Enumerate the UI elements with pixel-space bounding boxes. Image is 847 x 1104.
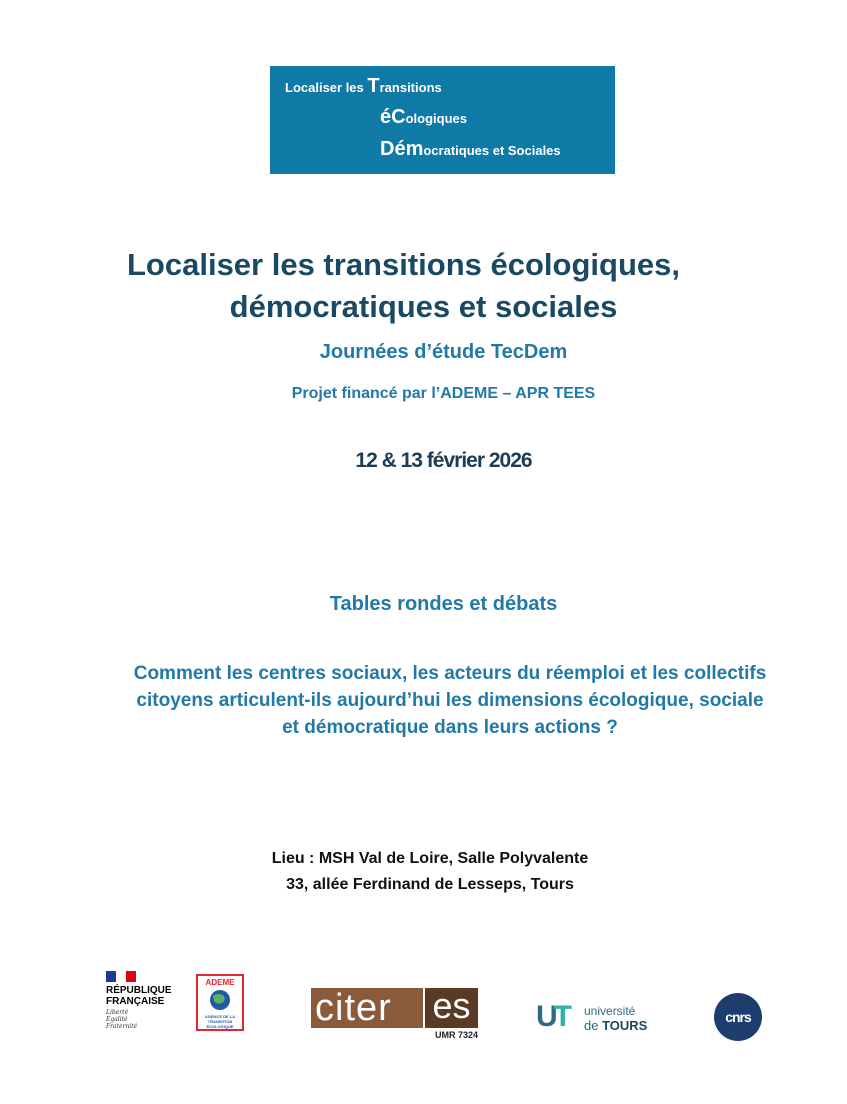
banner-line-2: éCologiques: [380, 106, 467, 128]
banner-line-1: Localiser les Transitions: [285, 75, 442, 97]
event-subtitle: Journées d’étude TecDem: [319, 341, 568, 363]
page-title-line-2: démocratiques et sociales: [229, 289, 618, 324]
citeres-logo: citer es UMR 7324: [311, 988, 478, 1042]
globe-icon: [198, 988, 242, 1012]
event-dates: 12 & 13 février 2026: [355, 449, 532, 472]
universite-de-tours-logo: UT université de TOURS: [536, 1000, 648, 1033]
republique-francaise-logo: RÉPUBLIQUE FRANÇAISE Liberté Égalité Fraternité: [106, 971, 186, 1037]
banner-line-3: Démocratiques et Sociales: [380, 138, 561, 160]
location-venue: Lieu : MSH Val de Loire, Salle Polyvalente: [271, 850, 589, 867]
french-flag-icon: [106, 971, 136, 982]
ademe-logo: ADEME AGENCE DE LA TRANSITION ÉCOLOGIQUE: [196, 974, 244, 1031]
section-title: Tables rondes et débats: [329, 593, 558, 615]
header-banner: [270, 66, 615, 174]
location-address: 33, allée Ferdinand de Lesseps, Tours: [286, 876, 574, 893]
cnrs-logo: cnrs: [714, 993, 762, 1041]
funding-note: Projet financé par l’ADEME – APR TEES: [291, 385, 596, 402]
page-title-line-1: Localiser les transitions écologiques,: [126, 247, 680, 282]
key-question: Comment les centres sociaux, les acteurs du réemploi et les collectifs citoyens articulent-ils aujourd’hui les dimensions écologique, sociale et démocratique dans leurs actions ?: [133, 663, 767, 738]
